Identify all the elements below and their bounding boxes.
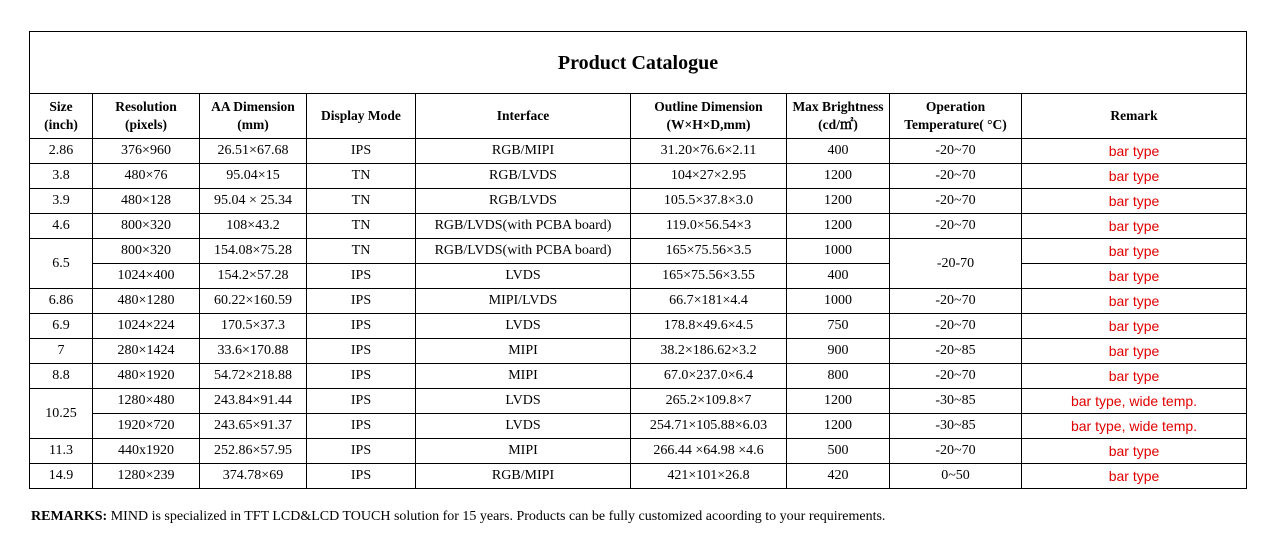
- cell-interface: MIPI: [416, 339, 631, 364]
- cell-outline: 31.20×76.6×2.11: [631, 139, 787, 164]
- cell-outline: 421×101×26.8: [631, 464, 787, 489]
- cell-outline: 104×27×2.95: [631, 164, 787, 189]
- cell-display-mode: TN: [307, 239, 416, 264]
- cell-aa-dimension: 374.78×69: [200, 464, 307, 489]
- cell-display-mode: IPS: [307, 439, 416, 464]
- cell-temperature: -20~85: [890, 339, 1022, 364]
- cell-aa-dimension: 60.22×160.59: [200, 289, 307, 314]
- cell-temperature: -30~85: [890, 414, 1022, 439]
- cell-size: 14.9: [30, 464, 93, 489]
- header-resolution: Resolution (pixels): [93, 94, 200, 139]
- cell-remark: bar type: [1022, 339, 1247, 364]
- table-row: [30, 164, 1247, 189]
- cell-remark: bar type: [1022, 289, 1247, 314]
- cell-outline: 119.0×56.54×3: [631, 214, 787, 239]
- cell-aa-dimension: 154.08×75.28: [200, 239, 307, 264]
- cell-interface: RGB/MIPI: [416, 464, 631, 489]
- cell-resolution: 1280×480: [93, 389, 200, 414]
- cell-display-mode: IPS: [307, 414, 416, 439]
- table-row: [30, 389, 1247, 414]
- cell-temperature: 0~50: [890, 464, 1022, 489]
- cell-size: 11.3: [30, 439, 93, 464]
- cell-aa-dimension: 33.6×170.88: [200, 339, 307, 364]
- cell-resolution: 1024×224: [93, 314, 200, 339]
- cell-interface: RGB/LVDS: [416, 189, 631, 214]
- cell-remark: bar type: [1022, 239, 1247, 264]
- cell-outline: 178.8×49.6×4.5: [631, 314, 787, 339]
- cell-brightness: 1200: [787, 214, 890, 239]
- cell-interface: LVDS: [416, 314, 631, 339]
- cell-temperature: -20~70: [890, 164, 1022, 189]
- header-max-brightness: Max Brightness (cd/㎡): [787, 94, 890, 139]
- cell-brightness: 1200: [787, 189, 890, 214]
- table-row: [30, 414, 1247, 439]
- cell-display-mode: IPS: [307, 264, 416, 289]
- cell-aa-dimension: 26.51×67.68: [200, 139, 307, 164]
- cell-temperature: -20~70: [890, 364, 1022, 389]
- cell-aa-dimension: 252.86×57.95: [200, 439, 307, 464]
- cell-interface: LVDS: [416, 389, 631, 414]
- cell-resolution: 280×1424: [93, 339, 200, 364]
- cell-resolution: 480×76: [93, 164, 200, 189]
- header-aa-dimension: AA Dimension (mm): [200, 94, 307, 139]
- cell-brightness: 800: [787, 364, 890, 389]
- cell-size: 7: [30, 339, 93, 364]
- cell-size: 3.8: [30, 164, 93, 189]
- remarks-note: [31, 509, 885, 525]
- cell-interface: LVDS: [416, 264, 631, 289]
- cell-resolution: 800×320: [93, 239, 200, 264]
- cell-brightness: 1200: [787, 164, 890, 189]
- cell-remark: bar type: [1022, 139, 1247, 164]
- header-outline-dimension: Outline Dimension (W×H×D,mm): [631, 94, 787, 139]
- table-row: [30, 439, 1247, 464]
- cell-resolution: 1024×400: [93, 264, 200, 289]
- cell-outline: 38.2×186.62×3.2: [631, 339, 787, 364]
- cell-remark: bar type: [1022, 439, 1247, 464]
- cell-outline: 266.44 ×64.98 ×4.6: [631, 439, 787, 464]
- cell-size: 10.25: [30, 389, 93, 439]
- cell-temperature: -20~70: [890, 189, 1022, 214]
- cell-display-mode: IPS: [307, 389, 416, 414]
- table-row: [30, 464, 1247, 489]
- cell-interface: RGB/LVDS: [416, 164, 631, 189]
- table-title: Product Catalogue: [30, 32, 1247, 94]
- cell-outline: 67.0×237.0×6.4: [631, 364, 787, 389]
- cell-resolution: 1920×720: [93, 414, 200, 439]
- cell-size: 4.6: [30, 214, 93, 239]
- header-display-mode: Display Mode: [307, 94, 416, 139]
- cell-aa-dimension: 54.72×218.88: [200, 364, 307, 389]
- cell-aa-dimension: 154.2×57.28: [200, 264, 307, 289]
- cell-remark: bar type: [1022, 164, 1247, 189]
- cell-temperature: -20~70: [890, 289, 1022, 314]
- cell-remark: bar type: [1022, 314, 1247, 339]
- cell-outline: 165×75.56×3.55: [631, 264, 787, 289]
- cell-aa-dimension: 243.84×91.44: [200, 389, 307, 414]
- cell-outline: 254.71×105.88×6.03: [631, 414, 787, 439]
- cell-size: 8.8: [30, 364, 93, 389]
- cell-outline: 165×75.56×3.5: [631, 239, 787, 264]
- table-row: [30, 364, 1247, 389]
- cell-resolution: 376×960: [93, 139, 200, 164]
- cell-aa-dimension: 95.04×15: [200, 164, 307, 189]
- product-catalogue: [29, 31, 1246, 489]
- remarks-text: MIND is specialized in TFT LCD&LCD TOUCH solution for 15 years. Products can be fully customized acoording to your requirements.: [107, 509, 886, 524]
- cell-temperature: -20~70: [890, 139, 1022, 164]
- table-row: [30, 139, 1247, 164]
- cell-remark: bar type: [1022, 264, 1247, 289]
- cell-display-mode: TN: [307, 164, 416, 189]
- cell-temperature: -20~70: [890, 314, 1022, 339]
- cell-remark: bar type: [1022, 364, 1247, 389]
- table-row: [30, 314, 1247, 339]
- cell-size: 6.5: [30, 239, 93, 289]
- table-row: [30, 214, 1247, 239]
- cell-brightness: 750: [787, 314, 890, 339]
- cell-display-mode: IPS: [307, 289, 416, 314]
- cell-outline: 265.2×109.8×7: [631, 389, 787, 414]
- cell-resolution: 1280×239: [93, 464, 200, 489]
- cell-resolution: 480×1920: [93, 364, 200, 389]
- cell-interface: MIPI: [416, 364, 631, 389]
- cell-size: 3.9: [30, 189, 93, 214]
- cell-remark: bar type, wide temp.: [1022, 414, 1247, 439]
- table-row: [30, 289, 1247, 314]
- cell-aa-dimension: 95.04 × 25.34: [200, 189, 307, 214]
- cell-interface: MIPI: [416, 439, 631, 464]
- header-row: [30, 94, 1247, 139]
- cell-temperature: -20~70: [890, 439, 1022, 464]
- cell-resolution: 480×1280: [93, 289, 200, 314]
- cell-brightness: 900: [787, 339, 890, 364]
- cell-size: 2.86: [30, 139, 93, 164]
- cell-brightness: 1000: [787, 239, 890, 264]
- cell-brightness: 500: [787, 439, 890, 464]
- cell-outline: 105.5×37.8×3.0: [631, 189, 787, 214]
- cell-display-mode: IPS: [307, 364, 416, 389]
- table-row: [30, 239, 1247, 264]
- cell-resolution: 440x1920: [93, 439, 200, 464]
- cell-display-mode: TN: [307, 214, 416, 239]
- cell-remark: bar type: [1022, 189, 1247, 214]
- header-size: Size (inch): [30, 94, 93, 139]
- cell-remark: bar type, wide temp.: [1022, 389, 1247, 414]
- cell-brightness: 1200: [787, 389, 890, 414]
- cell-size: 6.9: [30, 314, 93, 339]
- cell-temperature: -20-70: [890, 239, 1022, 289]
- cell-outline: 66.7×181×4.4: [631, 289, 787, 314]
- cell-remark: bar type: [1022, 214, 1247, 239]
- remarks-label: REMARKS:: [31, 509, 108, 524]
- cell-display-mode: IPS: [307, 314, 416, 339]
- cell-brightness: 420: [787, 464, 890, 489]
- cell-remark: bar type: [1022, 464, 1247, 489]
- cell-display-mode: TN: [307, 189, 416, 214]
- cell-brightness: 1200: [787, 414, 890, 439]
- cell-aa-dimension: 243.65×91.37: [200, 414, 307, 439]
- cell-interface: MIPI/LVDS: [416, 289, 631, 314]
- table-row: [30, 264, 1247, 289]
- cell-interface: RGB/MIPI: [416, 139, 631, 164]
- cell-interface: RGB/LVDS(with PCBA board): [416, 239, 631, 264]
- cell-brightness: 1000: [787, 289, 890, 314]
- cell-size: 6.86: [30, 289, 93, 314]
- cell-interface: RGB/LVDS(with PCBA board): [416, 214, 631, 239]
- cell-temperature: -30~85: [890, 389, 1022, 414]
- cell-aa-dimension: 170.5×37.3: [200, 314, 307, 339]
- cell-temperature: -20~70: [890, 214, 1022, 239]
- header-remark: Remark: [1022, 94, 1247, 139]
- cell-brightness: 400: [787, 139, 890, 164]
- table-row: [30, 339, 1247, 364]
- header-interface: Interface: [416, 94, 631, 139]
- header-operation-temperature: Operation Temperature( °C): [890, 94, 1022, 139]
- cell-display-mode: IPS: [307, 139, 416, 164]
- catalogue-table: [29, 31, 1247, 489]
- table-row: [30, 189, 1247, 214]
- cell-resolution: 800×320: [93, 214, 200, 239]
- cell-resolution: 480×128: [93, 189, 200, 214]
- cell-interface: LVDS: [416, 414, 631, 439]
- cell-aa-dimension: 108×43.2: [200, 214, 307, 239]
- cell-brightness: 400: [787, 264, 890, 289]
- cell-display-mode: IPS: [307, 339, 416, 364]
- cell-display-mode: IPS: [307, 464, 416, 489]
